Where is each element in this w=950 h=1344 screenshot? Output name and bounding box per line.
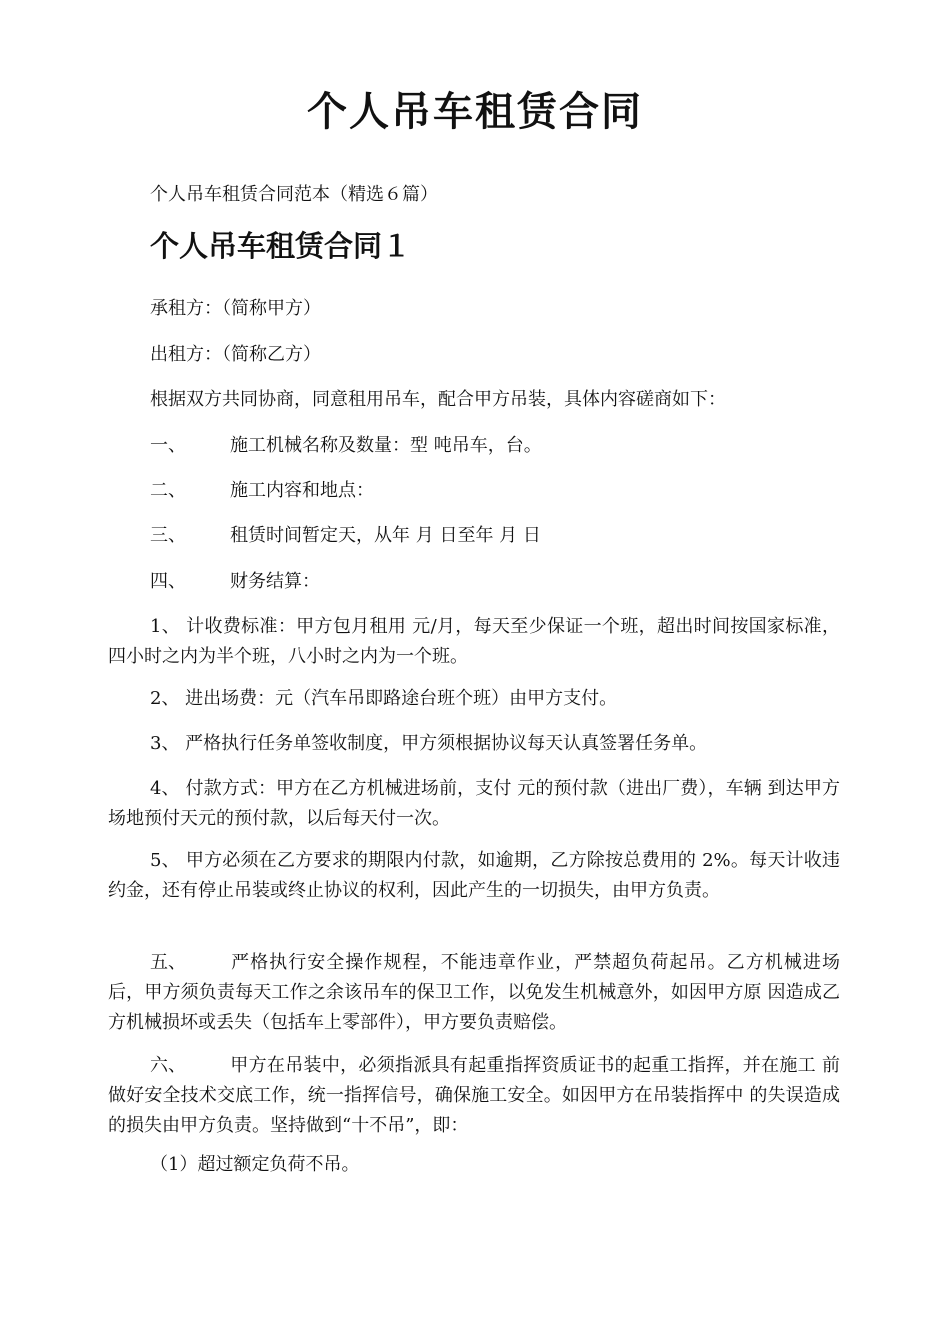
clause-number: 四、 [150, 571, 186, 592]
section-title: 个人吊车租赁合同１ [150, 229, 412, 263]
clause-text: 施工机械名称及数量：型 吨吊车，台。 [230, 435, 542, 456]
clause-5 [108, 948, 840, 1038]
lessee-line: 承租方：（简称甲方） [150, 298, 321, 319]
clause-text: 严格执行安全操作规程，不能违章作业，严禁超负荷起吊。乙方机械进场 后，甲方须负责每天工作之余该吊车的保卫工作，以免发生机械意外，如因甲方原 因造成乙方机械损坏或丢失（包括车上零部件），甲方要负责赔偿。 [108, 952, 840, 1033]
clause-6 [108, 1051, 840, 1141]
clause-number: 六、 [150, 1055, 186, 1076]
clause-text: 甲方在吊装中，必须指派具有起重指挥资质证书的起重工指挥，并在施工 前做好安全技术交底工作，统一指挥信号，确保施工安全。如因甲方在吊装指挥中 的失误造成的损失由甲方负责。坚持做到“十不吊”，即： [108, 1055, 840, 1136]
rule-1: （1）超过额定负荷不吊。 [150, 1154, 360, 1175]
clause-4 [150, 567, 320, 597]
clause-number: 一、 [150, 435, 186, 456]
finance-item-3: 3、 严格执行任务单签收制度，甲方须根据协议每天认真签署任务单。 [150, 733, 708, 754]
clause-text: 施工内容和地点： [230, 480, 374, 501]
clause-1 [150, 431, 542, 461]
clause-2 [150, 476, 374, 506]
finance-item-2: 2、 进出场费：元（汽车吊即路途台班个班）由甲方支付。 [150, 688, 618, 709]
document-title: 个人吊车租赁合同 [307, 88, 643, 135]
clause-3 [150, 521, 541, 551]
finance-item-4: 4、 付款方式：甲方在乙方机械进场前，支付 元的预付款（进出厂费），车辆 到达甲方场地预付天元的预付款，以后每天付一次。 [108, 778, 840, 829]
finance-item-5: 5、 甲方必须在乙方要求的期限内付款，如逾期，乙方除按总费用的 2%。每天计收违约金，还有停止吊装或终止协议的权利，因此产生的一切损失，由甲方负责。 [108, 850, 840, 901]
finance-item-1: 1、 计收费标准：甲方包月租用 元/月，每天至少保证一个班，超出时间按国家标准，四小时之内为半个班，八小时之内为一个班。 [108, 616, 840, 667]
clause-text: 租赁时间暂定天，从年 月 日至年 月 日 [230, 525, 541, 546]
clause-number: 五、 [150, 952, 186, 973]
clause-number: 二、 [150, 480, 186, 501]
intro-paragraph: 根据双方共同协商，同意租用吊车，配合甲方吊装，具体内容磋商如下： [150, 389, 726, 410]
clause-text: 财务结算： [230, 571, 320, 592]
document-subtitle: 个人吊车租赁合同范本（精选６篇） [150, 184, 438, 205]
lessor-line: 出租方：（简称乙方） [150, 344, 321, 365]
clause-number: 三、 [150, 525, 186, 546]
